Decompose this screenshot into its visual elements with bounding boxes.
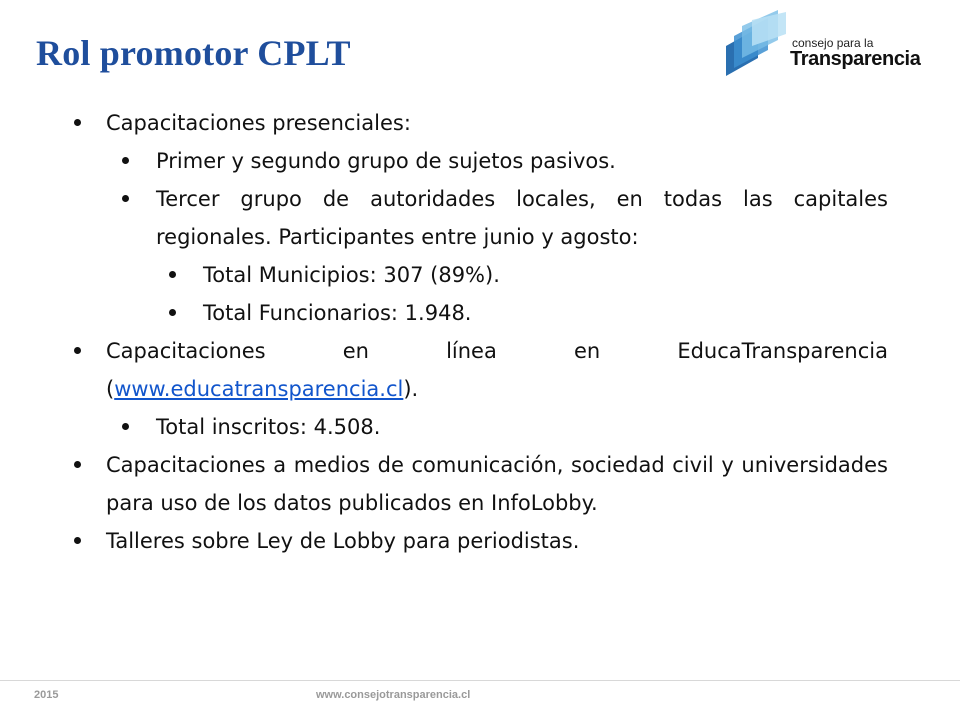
bullet-text: Capacitaciones a medios de comunicación, sociedad civil y universidades para uso de los datos publicados en InfoLobby. (106, 453, 888, 515)
list-item (70, 180, 888, 256)
footer-url: www.consejotransparencia.cl (316, 689, 471, 701)
footer-divider (0, 680, 960, 681)
footer-year: 2015 (34, 689, 59, 701)
bullet-text: Capacitaciones presenciales: (106, 111, 411, 135)
cplt-logo (724, 10, 924, 76)
bullet-text: Primer y segundo grupo de sujetos pasivos. (156, 149, 616, 173)
list-item (70, 522, 888, 560)
bullet-dot (169, 309, 176, 316)
bullet-text-before-link: Capacitaciones en línea en EducaTransparencia ( (106, 339, 888, 401)
list-item (70, 294, 888, 332)
list-item (70, 256, 888, 294)
bullet-text-after-link: ). (403, 377, 419, 401)
bullet-dot (122, 195, 129, 202)
bullet-text: Tercer grupo de autoridades locales, en todas las capitales regionales. Participantes entre junio y agosto: (156, 187, 888, 249)
bullet-text: Total Funcionarios: 1.948. (203, 301, 472, 325)
slide-body (70, 104, 888, 560)
bullet-dot (122, 157, 129, 164)
bullet-dot (122, 423, 129, 430)
list-item (70, 408, 888, 446)
list-item (70, 104, 888, 142)
bullet-text: Total Municipios: 307 (89%). (203, 263, 500, 287)
bullet-dot (74, 537, 81, 544)
bullet-text: Talleres sobre Ley de Lobby para periodistas. (106, 529, 580, 553)
educatransparencia-link[interactable]: www.educatransparencia.cl (114, 377, 404, 401)
bullet-dot (74, 119, 81, 126)
bullet-text: Total inscritos: 4.508. (156, 415, 381, 439)
slide-title: Rol promotor CPLT (36, 33, 351, 73)
list-item (70, 332, 888, 408)
list-item (70, 446, 888, 522)
logo-line2: Transparencia (790, 48, 921, 70)
cplt-logo-icon (724, 10, 788, 76)
bullet-dot (169, 271, 176, 278)
bullet-dot (74, 461, 81, 468)
logo-line1: consejo para la (792, 36, 874, 50)
list-item (70, 142, 888, 180)
bullet-dot (74, 347, 81, 354)
